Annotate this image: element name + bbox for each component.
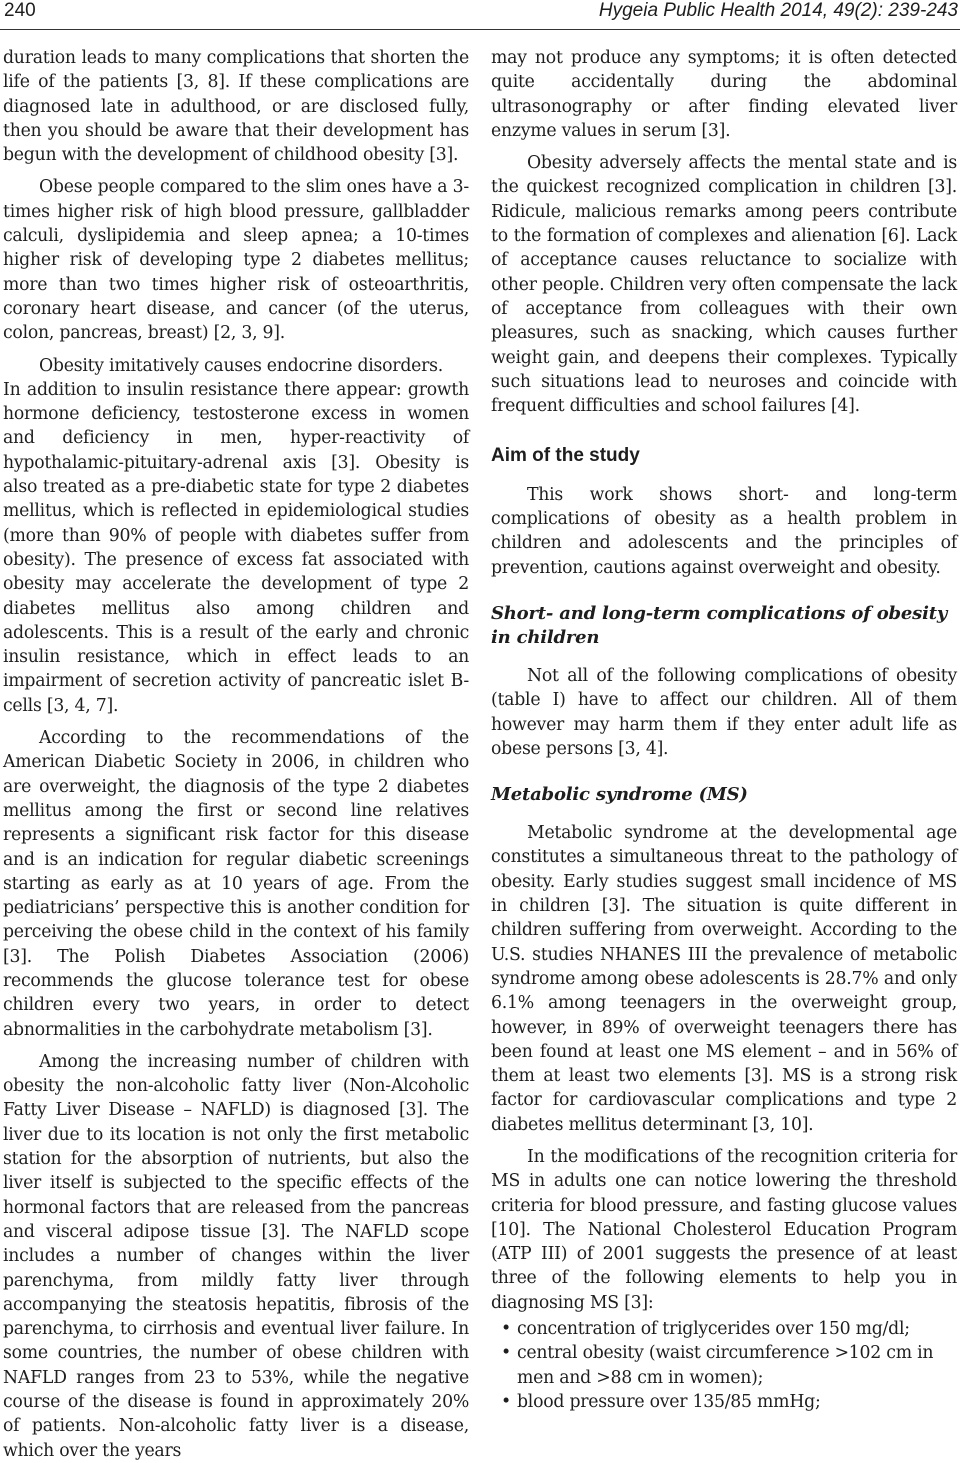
body-paragraph: Obesity imitatively causes endocrine disorders. — [39, 355, 443, 376]
subsection-heading-metabolic-syndrome: Metabolic syndrome (MS) — [491, 784, 748, 806]
body-paragraph: This work shows short- and long-term complications of obesity as a health problem in children and adolescents and the principles of prevention, cautions against overweight and obesity. — [491, 484, 957, 578]
ms-criteria-list — [491, 1317, 957, 1414]
body-paragraph: Among the increasing number of children with obesity the non-alcoholic fatty liver (Non-Alcoholic Fatty Liver Disease – NAFLD) is diagnosed [3]. The liver due to its location is not only the first metabolic station for the absorption of nutrients, but also the liver itself is subjected to the specific effects of the hormonal factors that are released from the pancreas and visceral adipose tissue [3]. The NAFLD scope includes a number of changes within the liver parenchyma, from mildly fatty liver through accompanying the steatosis hepatitis, fibrosis of the parenchyma, to cirrhosis and eventual liver failure. In some countries, the number of obese children with NAFLD ranges from 23 to 53%, while the negative course of the disease is found in approximately 20% of patients. Non-alcoholic fatty liver is a disease, which over the years — [3, 1051, 469, 1461]
subsection-heading-complications: Short- and long-term complications of obesity in children — [491, 602, 948, 648]
body-paragraph: In addition to insulin resistance there appear: growth hormone deficiency, testosterone excess in women and deficiency in men, hyper-reactivity of hypothalamic-pituitary-adrenal axis [3]. Obesity is also treated as a pre-diabetic state for type 2 diabetes mellitus, which is reflected in epidemiological studies (more than 90% of people with diabetes suffer from obesity). The presence of excess fat associated with obesity may accelerate the development of type 2 diabetes mellitus also among children and adolescents. This is a result of the early and chronic insulin resistance, which in effect leads to an impairment of secretion activity of pancreatic islet B-cells [3, 4, 7]. — [3, 379, 469, 716]
body-paragraph: Metabolic syndrome at the developmental age constitutes a simultaneous threat to the pathology of obesity. Early studies suggest small incidence of MS in children [3]. The situation is quite different in children suffering from overweight. According to the U.S. studies NHANES III the prevalence of metabolic syndrome among obese adolescents is 28.7% and only 6.1% among teenagers in the overweight group, however, in 89% of overweight teenagers there has been found at least one MS element – and in 56% of them at least two elements [3]. MS is a strong risk factor for cardiovascular complications and type 2 diabetes mellitus determinant [3, 10]. — [491, 823, 957, 1135]
list-item: • blood pressure over 135/85 mmHg; — [491, 1390, 957, 1414]
body-paragraph: Obesity adversely affects the mental state and is the quickest recognized complication in children [3]. Ridicule, malicious remarks among peers contribute to the formation of complexes and alienation [6]. Lack of acceptance causes reluctance to socialize with other people. Children very often compensate the lack of acceptance from colleagues with their own pleasures, such as snacking, which causes further weight gain, and deepens their complexes. Typically such situations lead to neuroses and coincide with frequent difficulties and school failures [4]. — [491, 153, 957, 417]
page-number: 240 — [4, 0, 36, 21]
right-column — [491, 46, 957, 1412]
section-heading-aim: Aim of the study — [491, 445, 640, 467]
left-column — [3, 46, 469, 1461]
page-header — [0, 0, 960, 30]
body-paragraph: Obese people compared to the slim ones have a 3-times higher risk of high blood pressure, gallbladder calculi, dyslipidemia and sleep apnea; a 10-times higher risk of developing type 2 diabetes mellitus; more than two times higher risk of osteoarthritis, coronary heart disease, and cancer (of the uterus, colon, pancreas, breast) [2, 3, 9]. — [3, 177, 469, 344]
journal-reference: Hygeia Public Health 2014, 49(2): 239-243 — [598, 0, 958, 21]
body-paragraph: may not produce any symptoms; it is often detected quite accidentally during the abdominal ultrasonography or after finding elevated liver enzyme values in serum [3]. — [491, 48, 957, 141]
body-paragraph: According to the recommendations of the American Diabetic Society in 2006, in children who are overweight, the diagnosis of the type 2 diabetes mellitus among the first or second line relatives represents a significant risk factor for this disease and is an indication for regular diabetic screenings starting as early as at 10 years of age. From the pediatricians’ perspective this is another condition for perceiving the obese child in the context of his family [3]. The Polish Diabetes Association (2006) recommends the glucose tolerance test for obese children every two years, in order to detect abnormalities in the carbohydrate metabolism [3]. — [3, 728, 469, 1040]
body-paragraph: In the modifications of the recognition criteria for MS in adults one can notice lowering the threshold criteria for blood pressure, and fasting glucose values [10]. The National Cholesterol Education Program (ATP III) of 2001 suggests the presence of at least three of the following elements to help you in diagnosing MS [3]: — [491, 1146, 957, 1313]
list-item: • central obesity (waist circumference >102 cm in men and >88 cm in women); — [491, 1341, 957, 1390]
body-paragraph: Not all of the following complications of obesity (table I) have to affect our children. All of them however may harm them if they enter adult life as obese persons [3, 4]. — [491, 665, 957, 759]
header-rule — [0, 29, 960, 30]
list-item: • concentration of triglycerides over 150 mg/dl; — [491, 1317, 957, 1341]
body-paragraph: duration leads to many complications that shorten the life of the patients [3, 8]. If these complications are diagnosed late in adulthood, or are disclosed fully, then you should be aware that their development has begun with the development of childhood obesity [3]. — [3, 48, 469, 166]
